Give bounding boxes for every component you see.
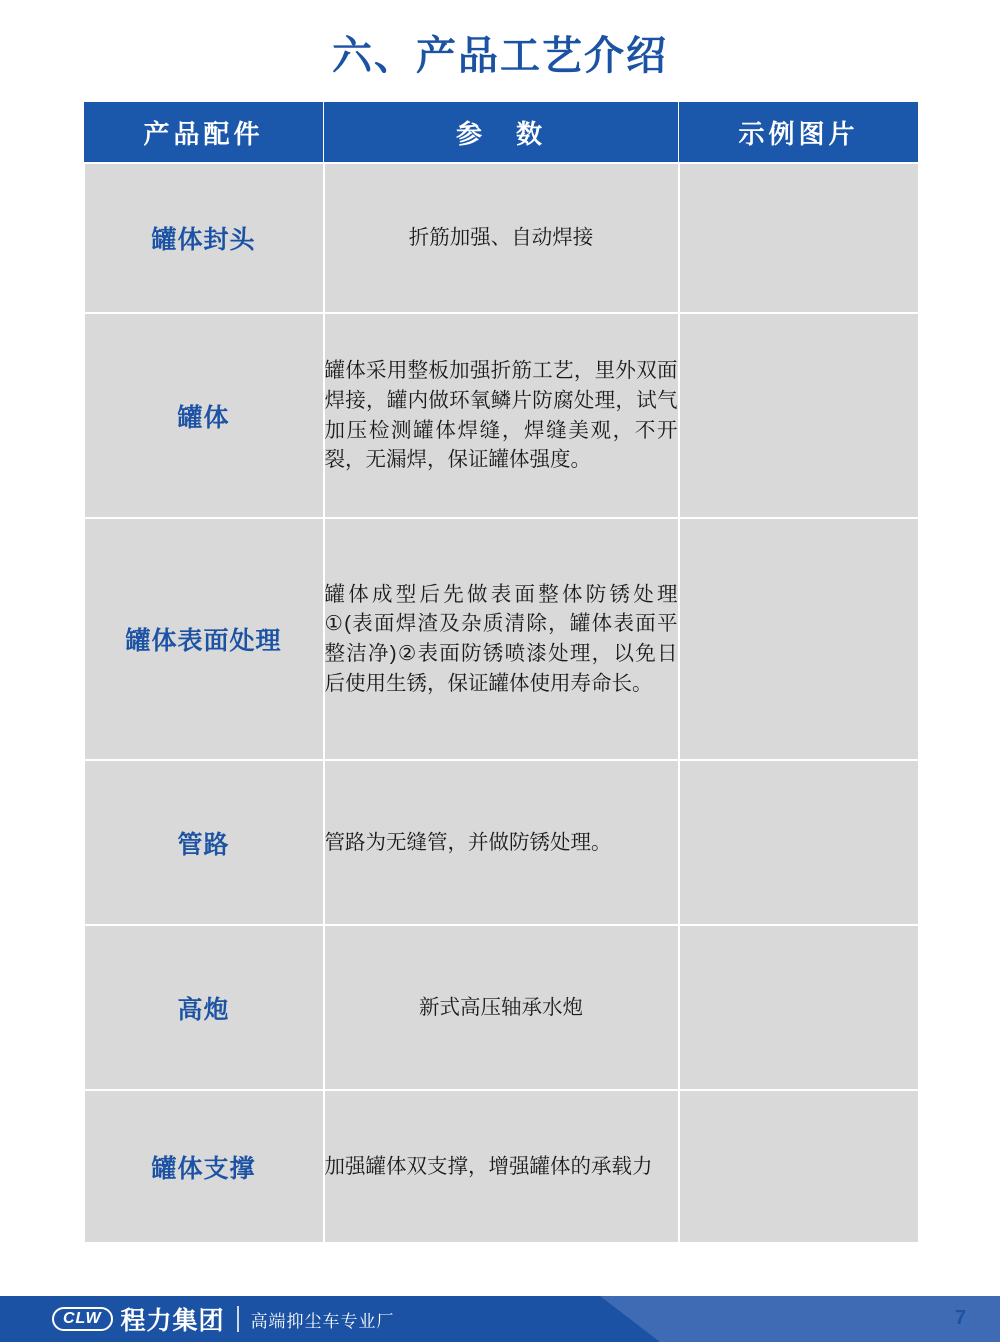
column-header-parameter: 参 数 xyxy=(324,102,679,164)
parameter-cell: 加强罐体双支撑，增强罐体的承载力 xyxy=(324,1090,679,1243)
column-header-image: 示例图片 xyxy=(679,102,919,164)
part-name-cell: 罐体 xyxy=(84,313,324,518)
parameter-cell: 管路为无缝管，并做防锈处理。 xyxy=(324,760,679,925)
spec-table xyxy=(83,101,920,1244)
table-header-row xyxy=(84,102,919,164)
table-row xyxy=(84,760,919,925)
column-header-part: 产品配件 xyxy=(84,102,324,164)
example-image-cell xyxy=(679,313,919,518)
part-name-cell: 罐体封头 xyxy=(84,163,324,313)
clw-badge-icon: CLW xyxy=(52,1307,113,1331)
parameter-cell: 罐体成型后先做表面整体防锈处理①(表面焊渣及杂质清除，罐体表面平整洁净)②表面防锈喷漆处理，以免日后使用生锈，保证罐体使用寿命长。 xyxy=(324,518,679,760)
company-slogan: 高端抑尘车专业厂 xyxy=(250,1311,395,1331)
spec-table-container xyxy=(83,101,918,1244)
page-title: 六、产品工艺介绍 xyxy=(332,34,668,78)
page-footer xyxy=(0,1280,1000,1342)
table-row xyxy=(84,313,919,518)
example-image-cell xyxy=(679,925,919,1090)
part-name-cell: 高炮 xyxy=(84,925,324,1090)
company-name: 程力集团 xyxy=(120,1307,225,1335)
page-number: 7 xyxy=(954,1307,966,1329)
parameter-cell: 折筋加强、自动焊接 xyxy=(324,163,679,313)
company-logo xyxy=(52,1302,395,1336)
example-image-cell xyxy=(679,518,919,760)
part-name-cell: 罐体支撑 xyxy=(84,1090,324,1243)
example-image-cell xyxy=(679,1090,919,1243)
logo-divider xyxy=(237,1306,239,1332)
part-name-cell: 罐体表面处理 xyxy=(84,518,324,760)
example-image-cell xyxy=(679,760,919,925)
parameter-cell: 新式高压轴承水炮 xyxy=(324,925,679,1090)
parameter-cell: 罐体采用整板加强折筋工艺，里外双面焊接，罐内做环氧鳞片防腐处理，试气加压检测罐体焊缝，焊缝美观，不开裂，无漏焊，保证罐体强度。 xyxy=(324,313,679,518)
table-row xyxy=(84,1090,919,1243)
table-row xyxy=(84,925,919,1090)
table-row xyxy=(84,518,919,760)
part-name-cell: 管路 xyxy=(84,760,324,925)
table-row xyxy=(84,163,919,313)
example-image-cell xyxy=(679,163,919,313)
